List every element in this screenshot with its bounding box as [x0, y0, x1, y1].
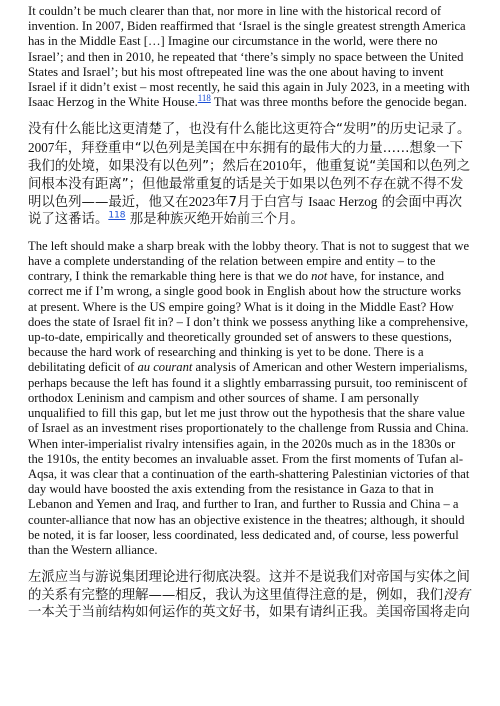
paragraph-english-2: [28, 239, 472, 558]
footnote-link-118[interactable]: 118: [108, 210, 126, 221]
paragraph-text: 2010: [262, 158, 289, 174]
paragraph-text: 的会面中再次说了这番话。: [28, 195, 462, 228]
paragraph-chinese-2: [28, 569, 472, 621]
paragraph-text: 2007: [28, 139, 55, 155]
paragraph-text: The left should make a sharp break with the lobby theory. That is not to suggest that we have a complete understanding of the relation between empire and entity – to the contrary, I think the remarkable thing here is that we do: [28, 238, 470, 284]
paragraph-text: That was three months before the genocide began.: [210, 95, 468, 110]
paragraph-text: 年7月于白宫与: [215, 195, 309, 211]
emphasis-text: au courant: [137, 360, 193, 375]
emphasis-text: 没有: [443, 587, 470, 603]
footnote-link-118[interactable]: 118: [197, 93, 211, 104]
paragraph-text: analysis of American and other Western imperialisms, perhaps because the left has found it a slightly embarrassing pursuit, too reminiscent of orthodox Leninism and campism and other sources of shame. I am personally unqualified to fill this gap, but let me just throw out the hypothesis that the share value of Israel as an investment rises proportionately to the challenge from Russia and China. When inter-imperialist rivalry intensifies again, in the 2020s much as in the 1830s or the 1910s, the entity becomes an invaluable asset. From the first moments of Tufan al-Aqsa, it was clear that a continuation of the earth-shattering Palestinian victories of that day would have boosted the axis extending from the resistance in Gaza to that in Lebanon and Yemen and Iraq, and further to Iran, and further to Russia and China – a counter-alliance that now has an objective existence in the theatres; although, it should be noted, it is far looser, less coordinated, less dedicated and, of course, less powerful than the Western alliance.: [28, 360, 470, 557]
emphasis-text: not: [311, 269, 328, 284]
paragraph-text: 那是种族灭绝开始前三个月。: [125, 212, 304, 228]
paragraph-text: 2023: [188, 194, 216, 210]
paragraph-text: 没有什么能比这更清楚了，也没有什么能比这更符合“发明”的历史记录了。: [28, 122, 471, 138]
paragraph-text: 年，他重复说“美国和以色列之间根本没有距离”；但他最常重复的话是关于如果以色列不存在就不得不发明以色列——最近，他又在: [28, 159, 470, 211]
paragraph-text: 左派应当与游说集团理论进行彻底决裂。这并不是说我们对帝国与实体之间的关系有完整的理解——相反，我认为这里值得注意的是，例如，我们: [28, 570, 470, 603]
paragraph-chinese-1: [28, 121, 472, 228]
paragraph-text: Isaac Herzog: [308, 194, 378, 210]
paragraph-text: have, for instance, and correct me if I’m wrong, a single good book in English about how the structure works at present. Where is the US empire going? What is it doing in the Middle East? How does the state of Israel fit in? – I don’t think we possess anything like a comprehensive, up-to-date, empirically and theoretically grounded set of answers to these questions, because the hard work of researching and thinking is yet to be done. There is a debilitating deficit of: [28, 269, 469, 375]
paragraph-text: 一本关于当前结构如何运作的英文好书，如果有请纠正我。美国帝国将走向: [28, 604, 470, 620]
paragraph-text: It couldn’t be much clearer than that, nor more in line with the historical record of invention. In 2007, Biden reaffirmed that ‘Israel is the single greatest strength America has in the Middle East […] Imagine our circumstance in the world, were there no Israel’; and then in 2010, he repeated that ‘there’s simply no space between the United States and Israel’; but his most oftrepeated line was the one about having to invent Israel if it didn’t exist – most recently, he said this again in July 2023, in a meeting with Isaac Herzog in the White House.: [28, 4, 470, 110]
paragraph-text: 年，拜登重申“以色列是美国在中东拥有的最伟大的力量……想象一下我们的处境，如果没有以色列”；然后在: [28, 140, 464, 175]
paragraph-english-1: [28, 4, 472, 110]
